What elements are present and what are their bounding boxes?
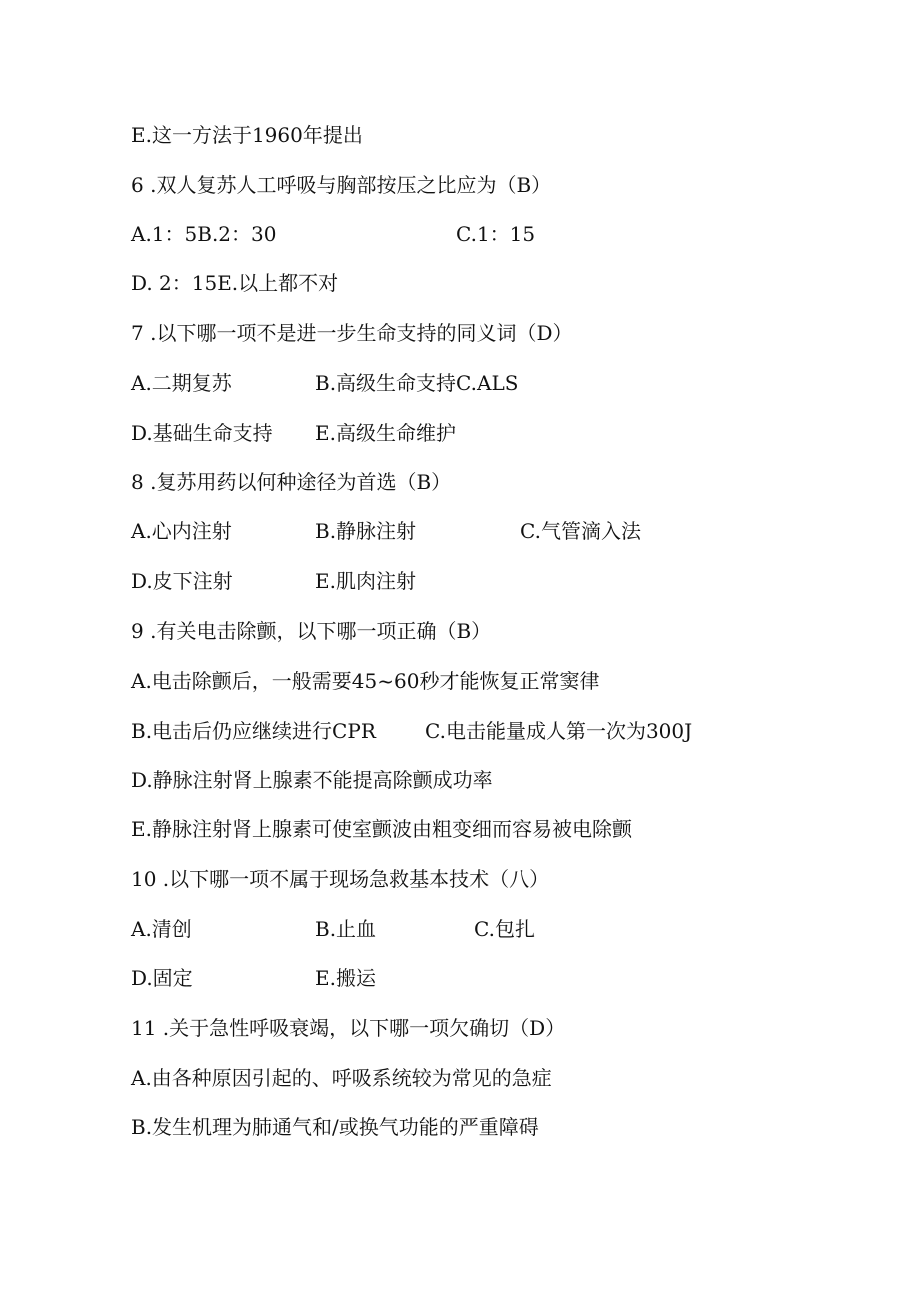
question-text: 8 .复苏用药以何种途径为首选（B）	[131, 470, 452, 494]
option-text: D.静脉注射肾上腺素不能提高除颤成功率	[131, 768, 493, 792]
option-text: D. 2：15E.以上都不对	[131, 271, 339, 295]
option-text: E.高级生命维护	[315, 421, 456, 445]
option-text: A.电击除颤后，一般需要45~60秒才能恢复正常窦律	[131, 669, 600, 693]
option-text: B.高级生命支持C.ALS	[315, 371, 519, 395]
option-text: B.止血	[315, 917, 377, 941]
option-text: E.静脉注射肾上腺素可使室颤波由粗变细而容易被电除颤	[131, 817, 632, 841]
option-text: E.肌肉注射	[315, 569, 416, 593]
option-text: C.1：15	[456, 222, 536, 246]
option-text: C.电击能量成人第一次为300J	[425, 719, 693, 743]
option-text: B.电击后仍应继续进行CPR	[131, 719, 376, 743]
option-text: D.基础生命支持	[131, 421, 273, 445]
option-text: D.皮下注射	[131, 569, 233, 593]
option-text: C.包扎	[474, 917, 535, 941]
option-text: A.心内注射	[131, 519, 232, 543]
option-text: B.发生机理为肺通气和/或换气功能的严重障碍	[131, 1115, 539, 1139]
option-text: A.由各种原因引起的、呼吸系统较为常见的急症	[131, 1066, 552, 1090]
option-text: A.二期复苏	[131, 371, 232, 395]
question-text: 11 .关于急性呼吸衰竭，以下哪一项欠确切（D）	[131, 1016, 566, 1040]
option-text: C.气管滴入法	[520, 519, 641, 543]
option-text: A.清创	[131, 917, 192, 941]
question-text: 9 .有关电击除颤，以下哪一项正确（B）	[131, 619, 492, 643]
option-text: A.1：5B.2：30	[131, 222, 277, 246]
question-text: 6 .双人复苏人工呼吸与胸部按压之比应为（B）	[131, 173, 552, 197]
option-text: B.静脉注射	[315, 519, 417, 543]
option-text: D.固定	[131, 966, 193, 990]
option-text: E.搬运	[315, 966, 376, 990]
option-text: E.这一方法于1960年提出	[131, 123, 363, 147]
question-text: 7 .以下哪一项不是进一步生命支持的同义词（D）	[131, 321, 573, 345]
question-text: 10 .以下哪一项不属于现场急救基本技术（八）	[131, 867, 550, 891]
